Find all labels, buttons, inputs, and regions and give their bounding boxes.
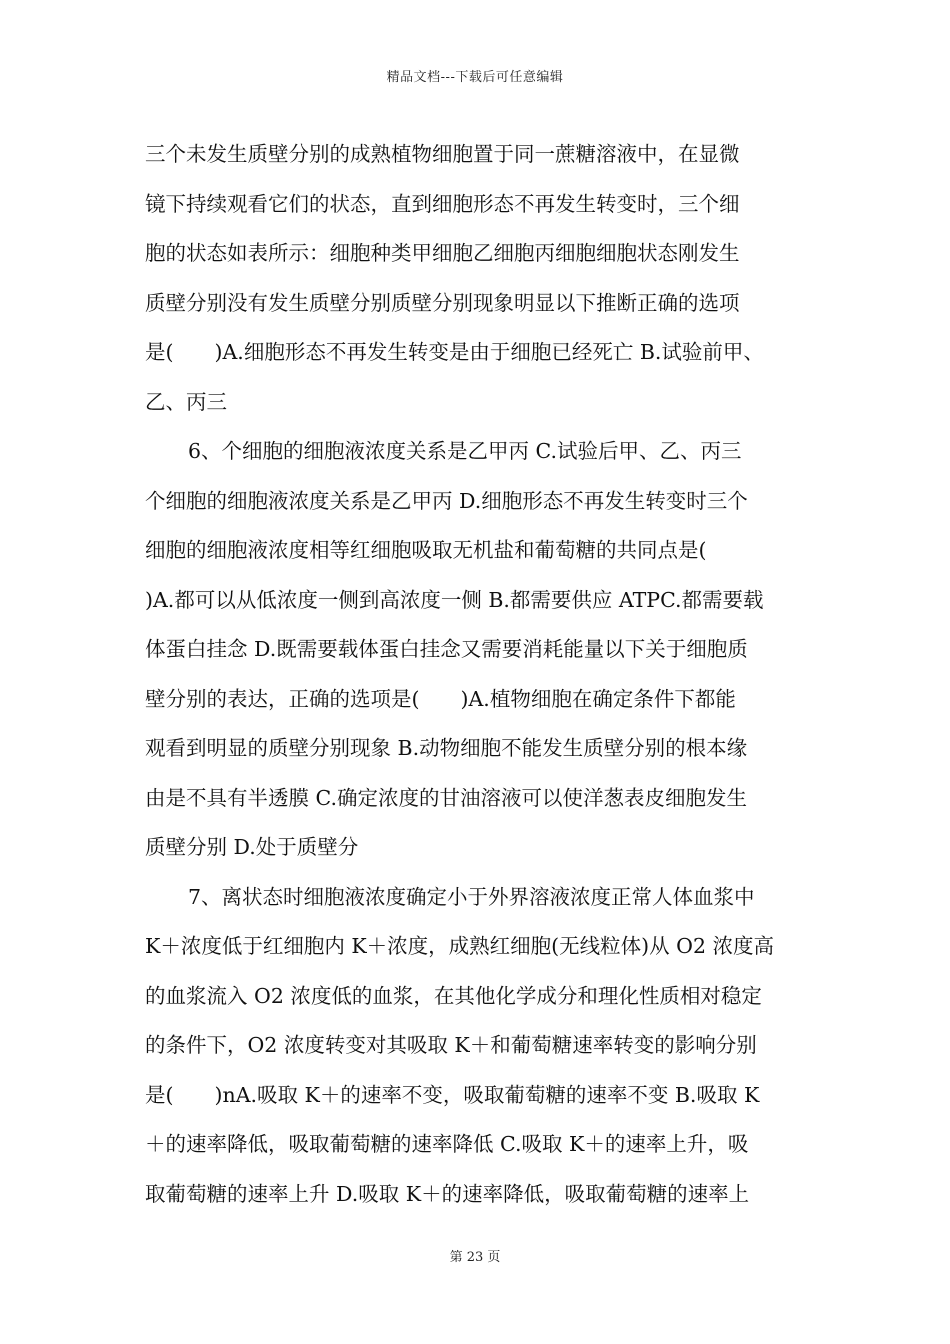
paragraph-6-start: 6、个细胞的细胞液浓度关系是乙甲丙 C.试验后甲、乙、丙三 [188,439,742,463]
paragraph-7-start: 7、离状态时细胞液浓度确定小于外界溶液浓度正常人体血浆中 [188,884,755,909]
text-line: 是( )A.细胞形态不再发生转变是由于细胞已经死亡 B.试验前甲、 [145,340,764,364]
text-line: )A.都可以从低浓度一侧到高浓度一侧 B.都需要供应 ATPC.都需要载 [145,587,764,612]
text-line: 质壁分别 D.处于质壁分 [145,835,359,859]
text-line: 取葡萄糖的速率上升 D.吸取 K＋的速率降低，吸取葡萄糖的速率上 [145,1181,750,1206]
text-line: 体蛋白挂念 D.既需要载体蛋白挂念又需要消耗能量以下关于细胞质 [145,637,748,661]
document-body [145,130,810,1219]
text-line: 细胞的细胞液浓度相等红细胞吸取无机盐和葡萄糖的共同点是( [145,538,707,562]
text-line: 的条件下，O2 浓度转变对其吸取 K＋和葡萄糖速率转变的影响分别 [145,1033,757,1057]
text-line: 三个未发生质壁分别的成熟植物细胞置于同一蔗糖溶液中，在显微 [145,142,740,166]
page-header: 精品文档---下载后可任意编辑 [386,70,564,85]
text-line: 观看到明显的质壁分别现象 B.动物细胞不能发生质壁分别的根本缘 [145,736,748,760]
text-line: 由是不具有半透膜 C.确定浓度的甘油溶液可以使洋葱表皮细胞发生 [145,785,747,810]
text-line: 的血浆流入 O2 浓度低的血浆，在其他化学成分和理化性质相对稳定 [145,983,762,1008]
text-line: 是( )nA.吸取 K＋的速率不变，吸取葡萄糖的速率不变 B.吸取 K [145,1082,760,1107]
text-line: 壁分别的表达，正确的选项是( )A.植物细胞在确定条件下都能 [145,686,736,711]
text-line: 乙、丙三 [145,389,227,414]
text-line: K＋浓度低于红细胞内 K＋浓度，成熟红细胞(无线粒体)从 O2 浓度高 [145,934,775,958]
text-line: ＋的速率降低，吸取葡萄糖的速率降低 C.吸取 K＋的速率上升，吸 [145,1132,749,1156]
text-line: 个细胞的细胞液浓度关系是乙甲丙 D.细胞形态不再发生转变时三个 [145,488,748,513]
text-line: 镜下持续观看它们的状态，直到细胞形态不再发生转变时，三个细 [145,191,740,216]
text-line: 质壁分别没有发生质壁分别质壁分别现象明显以下推断正确的选项 [145,290,740,315]
text-line: 胞的状态如表所示：细胞种类甲细胞乙细胞丙细胞细胞状态刚发生 [145,241,740,265]
page-number: 第 23 页 [449,1250,501,1265]
